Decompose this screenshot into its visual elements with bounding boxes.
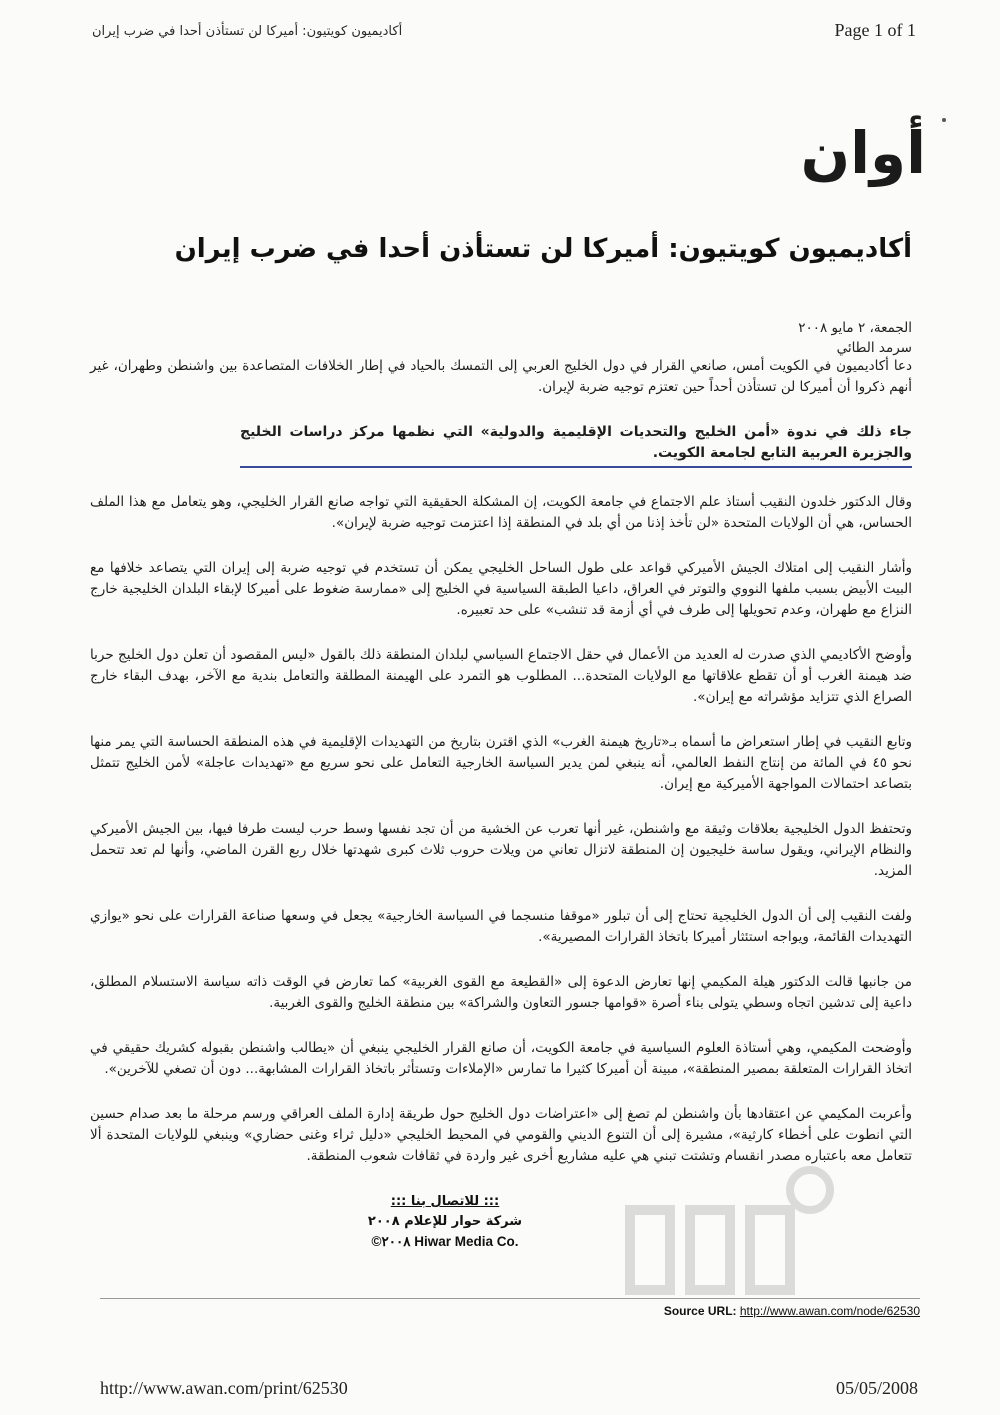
paragraph: وأشار النقيب إلى امتلاك الجيش الأميركي قواعد على طول الساحل الخليجي يمكن أن تستخدم في توجيه ضربة إلى إيران التي يتصاعد خلافها مع البيت الأبيض بسبب ملفها النووي والتوتر في العراق، داعيا الطبقة السياسية في الخليج إلى «ممارسة ضغوط على أميركا لإبقاء البلدان الخليجية خارج النزاع مع طهران، وعدم تحويلها إلى طرف في أي أزمة قد تنشب» على حد تعبيره. [90, 560, 912, 618]
paragraph: وأعربت المكيمي عن اعتقادها بأن واشنطن لم تصغ إلى «اعتراضات دول الخليج حول طريقة إدارة الملف العراقي ورسم مرحلة ما بعد صدام حسين التي انطوت على أخطاء كارثية»، مشيرة إلى أن التنوع الديني والقومي في المحيط الخليجي «دليل ثراء وغنى حضاري» وينبغي للولايات المتحدة ألا تتعامل معه باعتباره مصدر انقسام وتشتت تبني هي عليه مشاريع أخرى غير واردة في ثقافات شعوب المنطقة. [90, 1106, 912, 1164]
paragraph: وقال الدكتور خلدون النقيب أستاذ علم الاجتماع في جامعة الكويت، إن المشكلة الحقيقية التي تواجه صانع القرار الخليجي، وهو يتعامل مع هذا الملف الحساس، هي أن الولايات المتحدة «لن تأخذ إذنا من أي بلد في المنطقة إذا اعتزمت توجيه ضربة لإيران». [90, 494, 912, 531]
page-indicator: Page 1 of 1 [834, 20, 916, 40]
paragraph: وتحتفظ الدول الخليجية بعلاقات وثيقة مع واشنطن، غير أنها تعرب عن الخشية من أن تجد نفسها وسط حرب ليست طرفا فيها، بين الجيش الأميركي والنظام الإيراني، ويقول ساسة خليجيون إن المنطقة لاتزال تعاني من ويلات حروب ثلاث كبرى شهدتها خلال ربع القرن الماضي، وأنها لم تعد تتحمل المزيد. [90, 821, 912, 879]
print-url: http://www.awan.com/print/62530 [100, 1378, 348, 1398]
paragraph: من جانبها قالت الدكتور هيلة المكيمي إنها تعارض الدعوة إلى «القطيعة مع القوى الغربية» كما تعارض في الوقت ذاته سياسة الاستسلام المطلق، داعية إلى تدشين اتجاه وسطي يتولى بناء أصرة «قوامها جسور التعاون والشراكة» بين منطقة الخليج والقوى الغربية. [90, 974, 912, 1011]
paragraph: وأوضح الأكاديمي الذي صدرت له العديد من الأعمال في حقل الاجتماع السياسي لبلدان المنطقة ذلك بالقول «ليس المقصود أن تعلن دول الخليج حربا ضد هيمنة الغرب أو أن تقطع علاقاتها مع الولايات المتحدة... المطلوب هو التمرد على الهيمنة المطلقة والتعامل بندية مع الآخر، بهدف البقاء خارج الصراع الذي تتزايد مؤشراته مع إيران». [90, 647, 912, 705]
paragraph: دعا أكاديميون في الكويت أمس، صانعي القرار في دول الخليج العربي إلى التمسك بالحياد في إطار الخلافات المتصاعدة بين واشنطن وطهران، غير أنهم ذكروا أن أميركا لن تستأذن أحداً حين تعتزم توجيه ضربة لإيران. [90, 358, 912, 395]
paragraph-highlighted: جاء ذلك في ندوة «أمن الخليج والتحديات الإقليمية والدولية» التي نظمها مركز دراسات الخليج والجزيرة العربية التابع لجامعة الكويت. [240, 422, 912, 468]
company-name-en: ©٢٠٠٨ Hiwar Media Co. [371, 1234, 519, 1249]
article-body [90, 356, 912, 1191]
contact-link[interactable]: ::: للاتصال بنا ::: [390, 1194, 500, 1209]
paragraph: ولفت النقيب إلى أن الدول الخليجية تحتاج إلى أن تبلور «موقفا منسجما في السياسة الخارجية» يجعل في وسعها صناعة القرارات على نحو «يوازي التهديدات القائمة، ويواجه استئثار أميركا باتخاذ القرارات المصيرية». [90, 908, 912, 945]
awan-logo: أوان [800, 119, 926, 187]
company-name-ar: شركة حوار للإعلام ٢٠٠٨ [367, 1214, 523, 1229]
paragraph: وأوضحت المكيمي، وهي أستاذة العلوم السياسية في جامعة الكويت، أن صانع القرار الخليجي ينبغي أن «يطالب واشنطن بقبوله كشريك حقيقي في اتخاذ القرارات المتعلقة بمصير المنطقة»، مبينة أن أميركا كثيرا ما تمارس «الإملاءات وتستأثر باتخاذ القرارات المشابهة... دون أن تصغي للآخرين». [90, 1040, 912, 1077]
source-line [420, 1304, 920, 1318]
contact-block [330, 1192, 560, 1252]
print-header-title: أكاديميون كويتيون: أميركا لن تستأذن أحدا في ضرب إيران [92, 24, 403, 39]
source-url-link[interactable]: http://www.awan.com/node/62530 [739, 1304, 920, 1318]
source-label: Source URL: [663, 1304, 737, 1318]
article-author: سرمد الطائي [836, 340, 912, 356]
paragraph: وتابع النقيب في إطار استعراض ما أسماه بـ«تاريخ هيمنة الغرب» الذي اقترن بتاريخ من التهديدات الإقليمية في هذه المنطقة الحساسة التي يمر منها نحو ٤٥ في المائة من إنتاج النفط العالمي، أنه ينبغي لمن يدير السياسة الخارجية التعامل على نحو سريع مع «تهديدات عاجلة» لأمن الخليج تتمثل بتصاعد احتمالات المواجهة الأميركية مع إيران. [90, 734, 912, 792]
footer-divider [100, 1298, 920, 1299]
article-date: الجمعة، ٢ مايو ٢٠٠٨ [798, 320, 912, 336]
scan-mark [942, 118, 946, 122]
print-date: 05/05/2008 [835, 1378, 918, 1398]
article-title: أكاديميون كويتيون: أميركا لن تستأذن أحدا في ضرب إيران [174, 234, 912, 264]
